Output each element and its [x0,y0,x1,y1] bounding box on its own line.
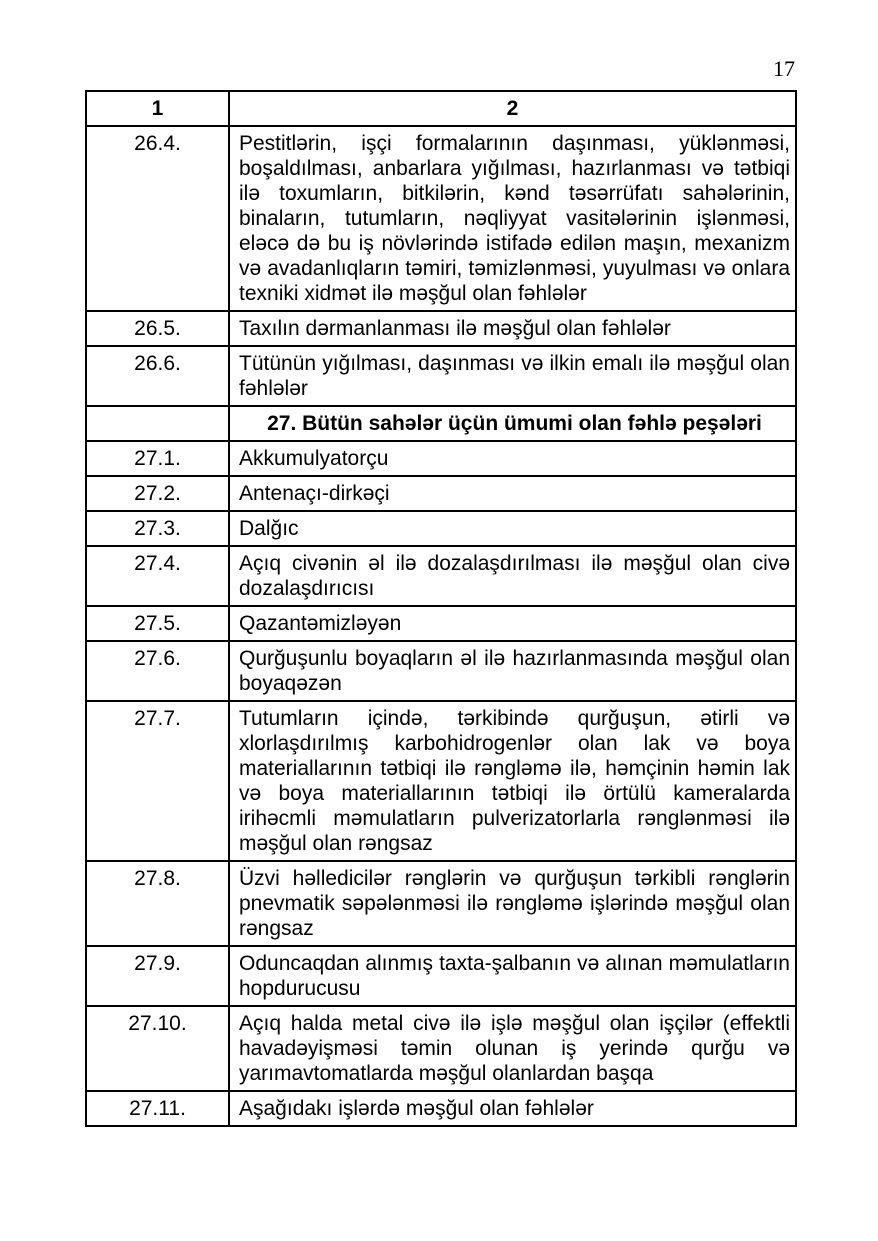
row-text: 27. Bütün sahələr üçün ümumi olan fəhlə peşələri [229,406,796,441]
row-number: 27.3. [86,511,229,546]
table-row [86,641,796,701]
table-row [86,1091,796,1126]
table-header-row [86,91,796,126]
row-text: Dalğıc [229,511,796,546]
row-text: Taxılın dərmanlanması ilə məşğul olan fəhlələr [229,311,796,346]
table-row [86,311,796,346]
table-row [86,861,796,946]
row-number: 27.7. [86,701,229,861]
row-number: 26.5. [86,311,229,346]
table-row [86,1006,796,1091]
row-text: Açıq civənin əl ilə dozalaşdırılması ilə məşğul olan civə dozalaşdırıcısı [229,546,796,606]
row-number: 27.6. [86,641,229,701]
occupations-table [85,90,797,1127]
row-text: Açıq halda metal civə ilə işlə məşğul olan işçilər (effektli havadəyişməsi təmin olunan iş yerində qurğu və yarımavtomatlarda məşğul olanlardan başqa [229,1006,796,1091]
row-text: Qazantəmizləyən [229,606,796,641]
table-body [86,126,796,1126]
row-number: 27.9. [86,946,229,1006]
table-row [86,126,796,311]
table-row [86,441,796,476]
row-number: 27.1. [86,441,229,476]
column-header-1: 1 [86,91,229,126]
row-number: 27.10. [86,1006,229,1091]
row-number: 26.6. [86,346,229,406]
row-text: Qurğuşunlu boyaqların əl ilə hazırlanmasında məşğul olan boyaqəzən [229,641,796,701]
row-text: Pestitlərin, işçi formalarının daşınması, yüklənməsi, boşaldılması, anbarlara yığılması, hazırlanması və tətbiqi ilə toxumların, bitkilərin, kənd təsərrüfatı sahələrinin, binaların, tutumların, nəqliyyat vasitələrinin işlənməsi, eləcə də bu iş növlərində istifadə edilən maşın, mexanizm və avadanlıqların təmiri, təmizlənməsi, yuyulması və onlara texniki xidmət ilə məşğul olan fəhlələr [229,126,796,311]
section-header-row [86,406,796,441]
table-row [86,346,796,406]
row-text: Tutumların içində, tərkibində qurğuşun, ətirli və xlorlaşdırılmış karbohidrogenlər olan lak və boya materiallarının tətbiqi ilə rəngləmə ilə, həmçinin həmin lak və boya materiallarının tətbiqi ilə örtülü kameralarda irihəcmli məmulatların pulverizatorlarla rənglənməsi ilə məşğul olan rəngsaz [229,701,796,861]
row-number: 27.2. [86,476,229,511]
row-number: 27.8. [86,861,229,946]
row-text: Üzvi həlledicilər rənglərin və qurğuşun tərkibli rənglərin pnevmatik səpələnməsi ilə rəngləmə işlərində məşğul olan rəngsaz [229,861,796,946]
row-number: 27.11. [86,1091,229,1126]
page-number: 17 [773,56,795,81]
table-row [86,606,796,641]
column-header-2: 2 [229,91,796,126]
row-number: 27.4. [86,546,229,606]
row-number [86,406,229,441]
row-text: Tütünün yığılması, daşınması və ilkin emalı ilə məşğul olan fəhlələr [229,346,796,406]
row-text: Oduncaqdan alınmış taxta-şalbanın və alınan məmulatların hopdurucusu [229,946,796,1006]
row-text: Akkumulyatorçu [229,441,796,476]
table-row [86,546,796,606]
table-row [86,701,796,861]
row-number: 26.4. [86,126,229,311]
row-number: 27.5. [86,606,229,641]
row-text: Aşağıdakı işlərdə məşğul olan fəhlələr [229,1091,796,1126]
row-text: Antenaçı-dirkəçi [229,476,796,511]
table-row [86,511,796,546]
table-row [86,476,796,511]
table-row [86,946,796,1006]
